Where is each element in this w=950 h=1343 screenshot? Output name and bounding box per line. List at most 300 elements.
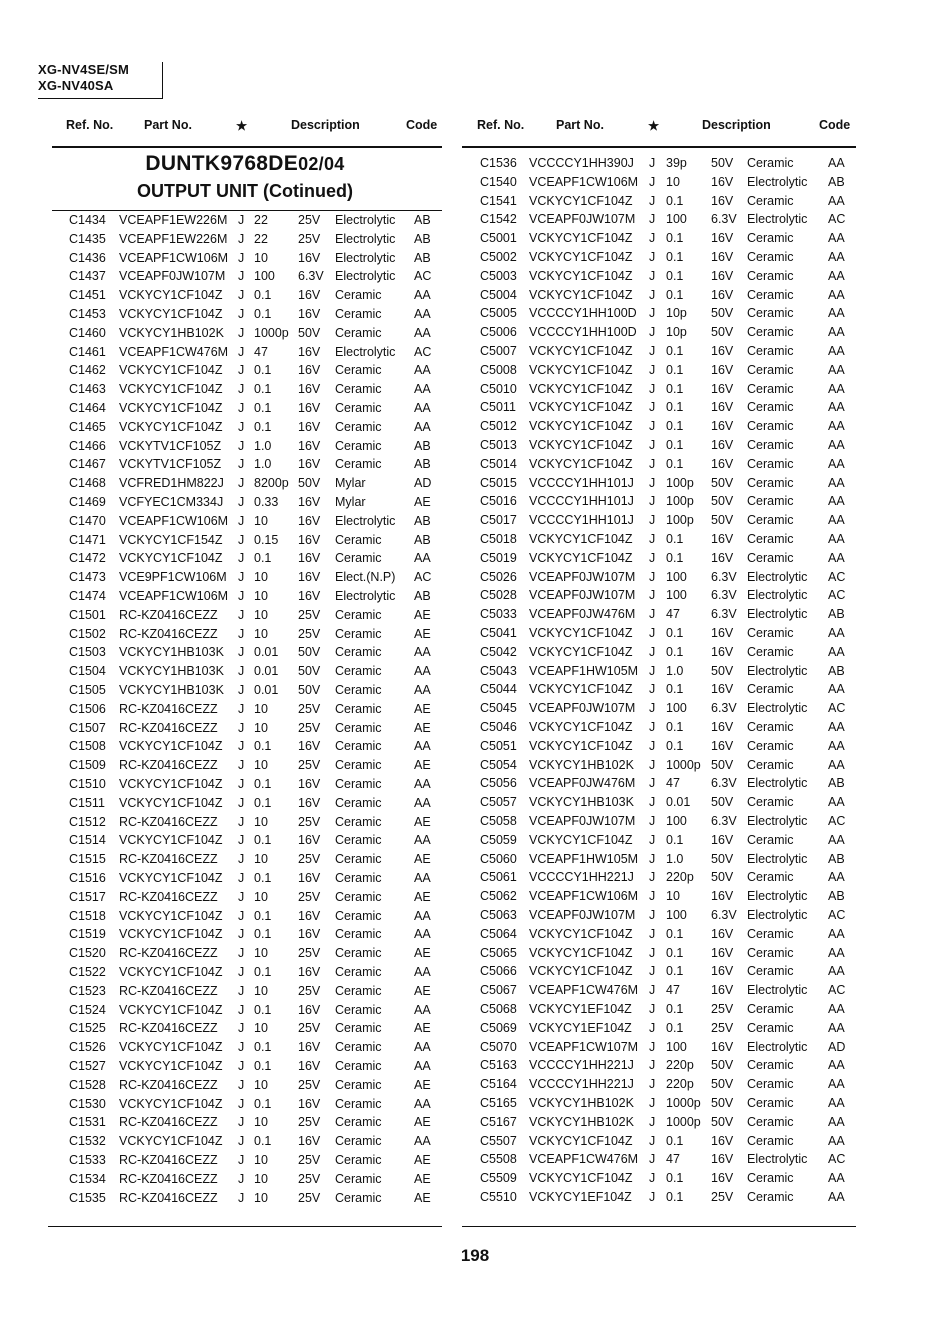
cell-j: J: [649, 306, 656, 321]
cell-type: Electrolytic: [747, 701, 808, 716]
cell-j: J: [238, 946, 245, 961]
cell-voltage: 16V: [298, 307, 321, 321]
model-line-2: XG-NV40SA: [38, 78, 114, 93]
cell-part: VCKYCY1CF104Z: [529, 456, 633, 471]
cell-type: Electrolytic: [747, 588, 808, 603]
cell-code: AB: [414, 513, 431, 528]
cell-ref: C5003: [480, 268, 517, 283]
cell-ref: C5164: [480, 1077, 517, 1092]
cell-value: 100: [666, 212, 687, 227]
cell-j: J: [238, 1190, 245, 1205]
cell-value: 0.1: [666, 738, 684, 753]
cell-code: AE: [414, 1021, 431, 1036]
table-row: [0, 398, 950, 416]
cell-part: VCKYCY1CF104Z: [529, 964, 633, 979]
cell-code: AA: [414, 307, 431, 321]
cell-ref: C1512: [69, 814, 106, 829]
cell-code: AA: [414, 777, 431, 791]
cell-j: J: [238, 325, 245, 340]
cell-type: Ceramic: [747, 419, 794, 434]
cell-ref: C1535: [69, 1190, 106, 1205]
cell-code: AA: [414, 1040, 431, 1055]
cell-voltage: 50V: [298, 683, 321, 697]
cell-type: Ceramic: [335, 607, 382, 622]
cell-ref: C1541: [480, 193, 517, 208]
cell-value: 10: [254, 946, 268, 961]
cell-code: AA: [414, 325, 431, 340]
cell-voltage: 25V: [298, 1153, 321, 1167]
cell-j: J: [238, 720, 245, 735]
table-row: [0, 1150, 950, 1168]
cell-ref: C1518: [69, 908, 106, 923]
cell-j: J: [649, 644, 656, 659]
cell-code: AC: [828, 701, 846, 716]
cell-ref: C1505: [69, 683, 106, 697]
cell-code: AE: [414, 1171, 431, 1186]
cell-j: J: [238, 570, 245, 585]
table-row: [0, 981, 950, 999]
cell-voltage: 16V: [298, 795, 321, 810]
left-header-rule: [52, 146, 442, 148]
cell-type: Ceramic: [747, 550, 794, 565]
cell-type: Ceramic: [747, 1096, 794, 1110]
cell-j: J: [238, 626, 245, 641]
cell-ref: C1508: [69, 739, 106, 754]
cell-value: 0.1: [254, 1040, 272, 1055]
cell-voltage: 16V: [711, 362, 734, 377]
table-row: [0, 530, 950, 548]
table-row: [0, 304, 950, 322]
cell-j: J: [238, 1059, 245, 1073]
cell-value: 0.1: [666, 456, 684, 471]
table-row: [0, 173, 950, 191]
cell-voltage: 16V: [711, 438, 734, 452]
cell-code: AA: [828, 287, 845, 302]
cell-value: 0.1: [254, 382, 272, 397]
cell-value: 0.1: [254, 551, 272, 566]
cell-j: J: [649, 231, 656, 246]
cell-code: AD: [828, 1039, 846, 1054]
cell-code: AE: [414, 814, 431, 829]
cell-part: VCEAPF1CW106M: [119, 513, 229, 528]
cell-type: Electrolytic: [747, 851, 808, 866]
cell-j: J: [649, 513, 656, 528]
cell-value: 1000p: [666, 1096, 701, 1110]
cell-ref: C5056: [480, 776, 517, 791]
cell-j: J: [238, 288, 245, 303]
cell-ref: C5508: [480, 1152, 517, 1167]
left-header-code: Code: [406, 118, 438, 132]
cell-voltage: 16V: [711, 738, 734, 753]
cell-code: AA: [828, 156, 845, 170]
cell-voltage: 16V: [711, 1133, 734, 1148]
cell-code: AD: [414, 476, 432, 491]
cell-value: 0.1: [666, 720, 684, 734]
cell-type: Ceramic: [747, 1020, 794, 1035]
cell-value: 100p: [666, 475, 694, 490]
cell-value: 47: [254, 344, 268, 359]
cell-voltage: 16V: [298, 419, 321, 434]
table-row: [0, 1019, 950, 1037]
cell-code: AE: [414, 946, 431, 961]
cell-type: Ceramic: [747, 795, 794, 810]
cell-voltage: 16V: [298, 739, 321, 754]
cell-value: 10: [254, 1171, 268, 1186]
cell-code: AC: [828, 588, 846, 603]
cell-voltage: 50V: [298, 645, 321, 660]
cell-j: J: [238, 476, 245, 491]
cell-value: 8200p: [254, 476, 289, 491]
cell-ref: C5058: [480, 814, 517, 828]
cell-voltage: 16V: [711, 419, 734, 434]
cell-voltage: 16V: [298, 344, 321, 359]
cell-part: VCKYCY1CF154Z: [119, 532, 223, 547]
cell-type: Ceramic: [747, 268, 794, 283]
cell-part: VCKYCY1CF104Z: [119, 927, 223, 942]
cell-part: VCCCCY1HH101J: [529, 513, 634, 528]
cell-value: 220p: [666, 1058, 694, 1073]
cell-ref: C5041: [480, 626, 517, 640]
cell-code: AC: [828, 908, 846, 922]
table-row: [0, 380, 950, 398]
cell-ref: C1532: [69, 1134, 106, 1149]
cell-value: 0.1: [666, 438, 684, 452]
cell-part: VCCCCY1HH221J: [529, 870, 634, 885]
cell-type: Ceramic: [335, 551, 382, 566]
cell-code: AA: [828, 231, 845, 246]
cell-value: 47: [666, 776, 680, 791]
cell-voltage: 16V: [298, 871, 321, 885]
cell-value: 10: [666, 174, 680, 189]
cell-j: J: [649, 795, 656, 810]
cell-voltage: 16V: [298, 250, 321, 265]
table-row: [0, 192, 950, 210]
cell-ref: C5015: [480, 475, 517, 490]
cell-j: J: [649, 362, 656, 377]
cell-ref: C1542: [480, 212, 517, 227]
cell-j: J: [649, 1114, 656, 1129]
cell-j: J: [238, 269, 245, 284]
cell-j: J: [238, 1171, 245, 1186]
cell-type: Electrolytic: [335, 589, 396, 603]
cell-j: J: [649, 814, 656, 828]
cell-type: Ceramic: [747, 193, 794, 208]
cell-j: J: [649, 156, 656, 170]
cell-code: AA: [414, 871, 431, 885]
table-row: [0, 643, 950, 661]
table-row: [0, 1056, 950, 1074]
cell-ref: C5043: [480, 663, 517, 678]
cell-voltage: 16V: [298, 777, 321, 791]
cell-part: RC-KZ0416CEZZ: [119, 720, 218, 735]
cell-voltage: 6.3V: [711, 212, 737, 227]
cell-j: J: [238, 513, 245, 528]
cell-part: VCKYCY1CF104Z: [119, 401, 223, 415]
cell-code: AA: [828, 1077, 845, 1092]
cell-voltage: 16V: [711, 832, 734, 847]
cell-value: 10: [254, 1115, 268, 1130]
cell-j: J: [238, 495, 245, 509]
cell-part: VCKYCY1CF104Z: [529, 344, 633, 358]
cell-voltage: 50V: [711, 795, 734, 810]
cell-j: J: [649, 250, 656, 264]
cell-voltage: 16V: [298, 908, 321, 923]
cell-type: Electrolytic: [335, 269, 396, 284]
cell-part: VCKYCY1CF104Z: [529, 644, 633, 659]
cell-type: Ceramic: [335, 889, 382, 904]
cell-part: VCEAPF1EW226M: [119, 213, 228, 227]
cell-type: Ceramic: [335, 626, 382, 641]
cell-type: Ceramic: [335, 871, 382, 885]
cell-part: VCEAPF1EW226M: [119, 231, 228, 246]
left-bottom-rule: [48, 1226, 442, 1227]
cell-j: J: [238, 664, 245, 679]
cell-j: J: [649, 381, 656, 396]
cell-type: Ceramic: [335, 833, 382, 848]
cell-type: Ceramic: [747, 720, 794, 734]
cell-type: Ceramic: [335, 795, 382, 810]
cell-value: 47: [666, 607, 680, 622]
table-row: [0, 850, 950, 868]
cell-j: J: [649, 851, 656, 866]
cell-value: 10: [254, 513, 268, 528]
cell-ref: C1474: [69, 589, 106, 603]
cell-part: VCEAPF1CW476M: [119, 344, 229, 359]
cell-value: 0.1: [666, 381, 684, 396]
cell-value: 0.1: [666, 964, 684, 979]
cell-j: J: [649, 983, 656, 998]
cell-part: VCFRED1HM822J: [119, 476, 224, 491]
table-row: [0, 474, 950, 492]
cell-code: AE: [414, 701, 431, 716]
table-row: [0, 210, 950, 228]
cell-voltage: 16V: [298, 382, 321, 397]
cell-j: J: [649, 889, 656, 904]
cell-value: 0.15: [254, 532, 279, 547]
table-row: [0, 718, 950, 736]
table-row: [0, 492, 950, 510]
cell-j: J: [649, 776, 656, 791]
cell-ref: C1528: [69, 1077, 106, 1092]
cell-value: 10: [254, 1021, 268, 1036]
table-row: [0, 699, 950, 717]
cell-type: Ceramic: [335, 401, 382, 415]
cell-voltage: 16V: [298, 589, 321, 603]
cell-code: AE: [414, 1190, 431, 1205]
cell-j: J: [649, 456, 656, 471]
table-row: [0, 887, 950, 905]
cell-code: AE: [414, 1077, 431, 1092]
cell-value: 0.1: [666, 250, 684, 264]
cell-voltage: 16V: [298, 513, 321, 528]
cell-code: AA: [828, 400, 845, 415]
cell-code: AA: [828, 381, 845, 396]
cell-part: VCKYCY1CF104Z: [119, 965, 223, 979]
cell-ref: C5064: [480, 926, 517, 941]
table-row: [0, 944, 950, 962]
cell-j: J: [238, 1002, 245, 1017]
cell-j: J: [649, 1133, 656, 1148]
cell-j: J: [238, 231, 245, 246]
cell-type: Ceramic: [335, 288, 382, 303]
cell-type: Ceramic: [335, 1190, 382, 1205]
cell-voltage: 6.3V: [711, 607, 737, 622]
cell-voltage: 25V: [298, 213, 321, 227]
cell-value: 0.1: [254, 795, 272, 810]
cell-j: J: [238, 965, 245, 979]
cell-type: Ceramic: [747, 287, 794, 302]
cell-value: 0.1: [666, 287, 684, 302]
cell-type: Electrolytic: [747, 1152, 808, 1167]
cell-code: AA: [828, 738, 845, 753]
cell-ref: C5066: [480, 964, 517, 979]
cell-type: Ceramic: [747, 325, 794, 340]
cell-j: J: [238, 852, 245, 867]
cell-ref: C5033: [480, 607, 517, 622]
cell-value: 100: [666, 1039, 687, 1054]
cell-part: VCEAPF1CW107M: [529, 1039, 639, 1054]
cell-part: RC-KZ0416CEZZ: [119, 889, 218, 904]
cell-voltage: 16V: [298, 551, 321, 566]
cell-part: VCCCCY1HH390J: [529, 156, 634, 170]
cell-part: RC-KZ0416CEZZ: [119, 814, 218, 829]
cell-type: Mylar: [335, 476, 366, 491]
cell-value: 10: [666, 889, 680, 904]
cell-j: J: [649, 964, 656, 979]
cell-type: Ceramic: [747, 475, 794, 490]
cell-ref: C1461: [69, 344, 106, 359]
cell-j: J: [238, 739, 245, 754]
cell-type: Ceramic: [335, 777, 382, 791]
cell-value: 10: [254, 852, 268, 867]
cell-value: 22: [254, 213, 268, 227]
cell-type: Electrolytic: [747, 983, 808, 998]
cell-j: J: [238, 532, 245, 547]
cell-type: Ceramic: [747, 494, 794, 509]
cell-code: AA: [414, 1096, 431, 1111]
cell-value: 0.1: [254, 401, 272, 415]
cell-type: Electrolytic: [335, 344, 396, 359]
table-row: [0, 549, 950, 567]
cell-code: AB: [828, 851, 845, 866]
right-header-ref: Ref. No.: [477, 118, 525, 132]
table-row: [0, 906, 950, 924]
cell-ref: C1465: [69, 419, 106, 434]
cell-part: VCCCCY1HH100D: [529, 325, 637, 340]
cell-j: J: [238, 833, 245, 848]
cell-j: J: [238, 607, 245, 622]
cell-j: J: [238, 777, 245, 791]
cell-ref: C5163: [480, 1058, 517, 1073]
cell-part: VCKYCY1HB103K: [119, 683, 224, 697]
cell-value: 0.1: [254, 419, 272, 434]
cell-value: 1.0: [666, 663, 684, 678]
cell-j: J: [649, 1058, 656, 1073]
cell-value: 10: [254, 758, 268, 773]
cell-ref: C1517: [69, 889, 106, 904]
cell-ref: C1520: [69, 946, 106, 961]
cell-type: Electrolytic: [335, 213, 396, 227]
cell-j: J: [649, 945, 656, 960]
cell-part: VCEAPF0JW476M: [529, 607, 636, 622]
cell-ref: C1523: [69, 983, 106, 998]
cell-j: J: [649, 212, 656, 227]
cell-voltage: 25V: [298, 626, 321, 641]
cell-type: Ceramic: [335, 1040, 382, 1055]
cell-j: J: [649, 344, 656, 358]
cell-code: AE: [414, 758, 431, 773]
cell-type: Ceramic: [335, 720, 382, 735]
cell-type: Ceramic: [747, 456, 794, 471]
cell-value: 0.1: [666, 626, 684, 640]
cell-type: Ceramic: [335, 645, 382, 660]
cell-part: VCKYCY1CF104Z: [119, 871, 223, 885]
cell-ref: C1437: [69, 269, 106, 284]
cell-voltage: 25V: [298, 720, 321, 735]
cell-part: VCKYCY1CF104Z: [529, 550, 633, 565]
cell-ref: C1453: [69, 307, 106, 321]
cell-part: VCEAPF0JW107M: [529, 701, 636, 716]
cell-code: AA: [828, 1002, 845, 1016]
cell-value: 0.1: [666, 832, 684, 847]
cell-value: 0.1: [666, 644, 684, 659]
cell-part: RC-KZ0416CEZZ: [119, 1171, 218, 1186]
cell-part: RC-KZ0416CEZZ: [119, 758, 218, 773]
cell-part: RC-KZ0416CEZZ: [119, 946, 218, 961]
cell-type: Ceramic: [747, 362, 794, 377]
cell-code: AA: [828, 513, 845, 528]
cell-value: 10: [254, 1077, 268, 1092]
cell-value: 0.1: [666, 362, 684, 377]
cell-part: VCCCCY1HH100D: [529, 306, 637, 321]
cell-voltage: 16V: [298, 532, 321, 547]
cell-type: Electrolytic: [747, 174, 808, 189]
cell-part: VCEAPF1HW105M: [529, 851, 639, 866]
table-row: [0, 286, 950, 304]
section-title-suffix: 02/04: [298, 154, 345, 174]
cell-voltage: 50V: [711, 475, 734, 490]
cell-part: VCKYCY1CF104Z: [529, 1133, 633, 1148]
model-box: [38, 62, 163, 99]
cell-part: VCKYCY1CF104Z: [119, 1096, 223, 1111]
cell-ref: C1530: [69, 1096, 106, 1111]
cell-voltage: 25V: [298, 814, 321, 829]
cell-voltage: 25V: [298, 1021, 321, 1036]
right-bottom-rule: [462, 1226, 856, 1227]
cell-value: 100: [666, 588, 687, 603]
table-row: [0, 605, 950, 623]
cell-ref: C1531: [69, 1115, 106, 1130]
cell-part: VCKYCY1HB103K: [529, 795, 634, 810]
cell-j: J: [649, 607, 656, 622]
cell-value: 10: [254, 570, 268, 585]
cell-j: J: [649, 626, 656, 640]
cell-type: Ceramic: [335, 325, 382, 340]
cell-voltage: 16V: [711, 964, 734, 979]
cell-type: Ceramic: [747, 626, 794, 640]
cell-type: Ceramic: [335, 852, 382, 867]
cell-voltage: 25V: [298, 701, 321, 716]
cell-ref: C5014: [480, 456, 517, 471]
cell-j: J: [238, 683, 245, 697]
cell-voltage: 16V: [711, 983, 734, 998]
cell-code: AB: [414, 438, 431, 453]
table-row: [0, 774, 950, 792]
cell-j: J: [649, 475, 656, 490]
cell-part: VCKYCY1CF104Z: [529, 268, 633, 283]
cell-value: 0.1: [666, 1171, 684, 1186]
cell-j: J: [238, 871, 245, 885]
